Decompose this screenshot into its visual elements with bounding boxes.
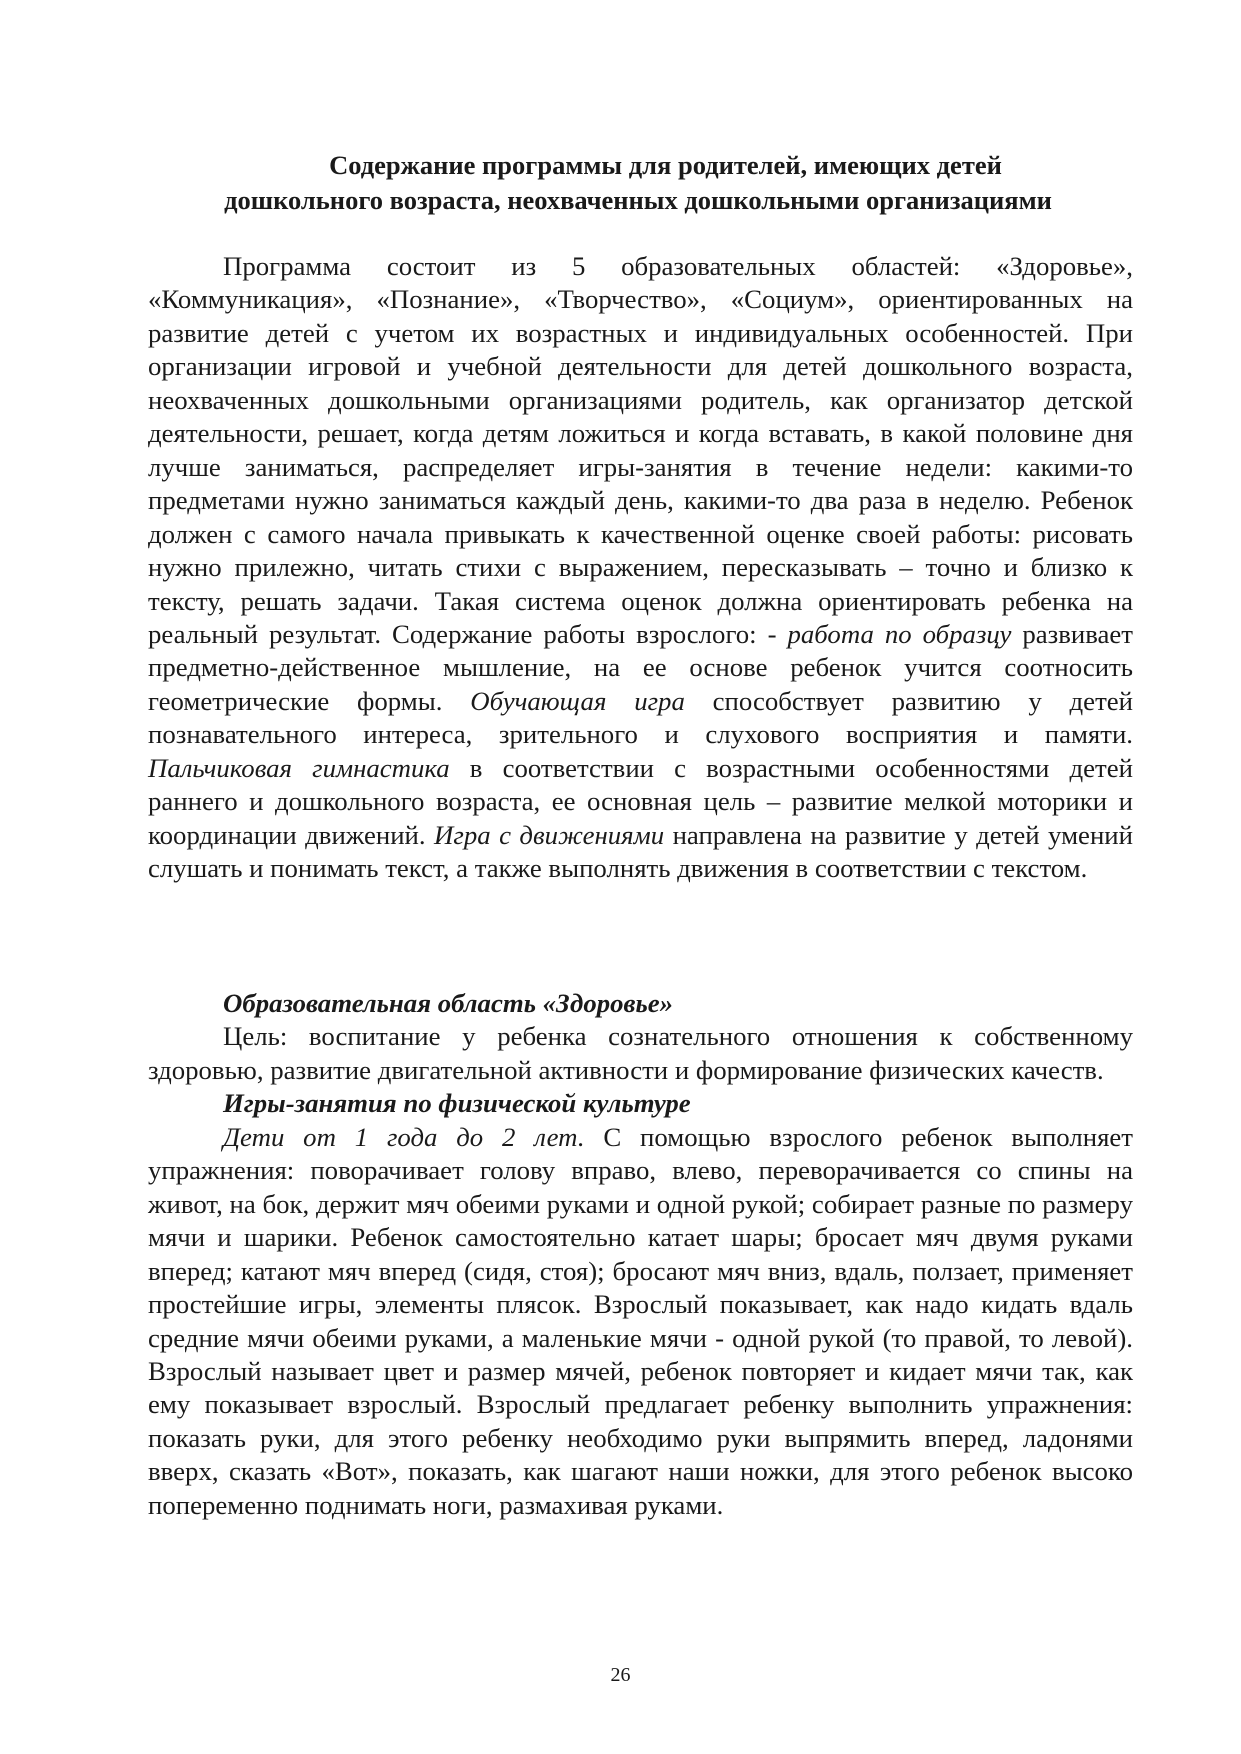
title-line-2: дошкольного возраста, неохваченных дошкольными организациями bbox=[224, 185, 1052, 215]
age-text: С помощью взрослого ребенок выполняет упражнения: поворачивает голову вправо, влево, переворачивается со спины на живот, на бок, держит мяч обеими руками и одной рукой; собирает разные по размеру мячи и шарики. Ребенок самостоятельно катает шары; бросает мяч двумя руками вперед; катают мяч вперед (сидя, стоя); бросают мяч вниз, вдаль, ползает, применяет простейшие игры, элементы плясок. Взрослый показывает, как надо кидать вдаль средние мячи обеими руками, а маленькие мячи - одной рукой (то правой, то левой). Взрослый называет цвет и размер мячей, ребенок повторяет и кидает мячи так, как ему показывает взрослый. Взрослый предлагает ребенку выполнить упражнения: показать руки, для этого ребенку необходимо руки выпрямить вперед, ладонями вверх, сказать «Вот», показать, как шагают наши ножки, для этого ребенок высоко попеременно поднимать ноги, размахивая руками. bbox=[148, 1121, 1133, 1520]
intro-text-2: развивает предметно-действенное мышление, на ее основе ребенок учится соотносить геометрические формы. bbox=[148, 618, 1134, 716]
intro-emphasis-2: Обучающая игра bbox=[470, 685, 685, 716]
intro-emphasis-4: Игра с движениями bbox=[434, 819, 665, 850]
section-goal: Цель: воспитание у ребенка сознательного отношения к собственному здоровью, развитие двигательной активности и формирование физических качеств. bbox=[148, 1021, 1133, 1085]
intro-emphasis-3: Пальчиковая гимнастика bbox=[148, 752, 450, 783]
section-heading: Образовательная область «Здоровье» bbox=[223, 988, 674, 1018]
intro-emphasis-1: работа по образцу bbox=[787, 618, 1012, 649]
health-section bbox=[148, 987, 1133, 1522]
age-paragraph bbox=[148, 1121, 1133, 1522]
intro-text-1: Программа состоит из 5 образовательных областей: «Здоровье», «Коммуникация», «Познание», «Творчество», «Социум», ориентированных на развитие детей с учетом их возрастных и индивидуальных особенностей. При организации игровой и учебной деятельности для детей дошкольного возраста, неохваченных дошкольными организациями родитель, как организатор детской деятельности, решает, когда детям ложиться и когда вставать, в какой половине дня лучше заниматься, распределяет игры-занятия в течение недели: какими-то предметами нужно заниматься каждый день, какими-то два раза в неделю. Ребенок должен с самого начала привыкать к качественной оценке своей работы: рисовать нужно прилежно, читать стихи с выражением, пересказывать – точно и близко к тексту, решать задачи. Такая система оценок должна ориентировать ребенка на реальный результат. Содержание работы взрослого: - bbox=[148, 251, 1133, 649]
intro-block bbox=[148, 250, 1133, 886]
section-subheading: Игры-занятия по физической культуре bbox=[223, 1088, 691, 1119]
intro-paragraph bbox=[148, 250, 1133, 886]
page-number: 26 bbox=[610, 1664, 631, 1686]
intro-text-5: направлена на развитие у детей умений слушать и понимать текст, а также выполнять движения в соответствии с текстом. bbox=[148, 819, 1133, 884]
page-title bbox=[148, 148, 1128, 218]
title-line-1: Содержание программы для родителей, имеющих детей bbox=[329, 150, 1002, 180]
age-label: Дети от 1 года до 2 лет. bbox=[223, 1121, 585, 1152]
intro-text-4: в соответствии с возрастными особенностями детей раннего и дошкольного возраста, ее основная цель – развитие мелкой моторики и координации движений. bbox=[148, 752, 1133, 850]
intro-text-3: способствует развитию у детей познавательного интереса, зрительного и слухового восприятия и памяти. bbox=[148, 685, 1134, 750]
